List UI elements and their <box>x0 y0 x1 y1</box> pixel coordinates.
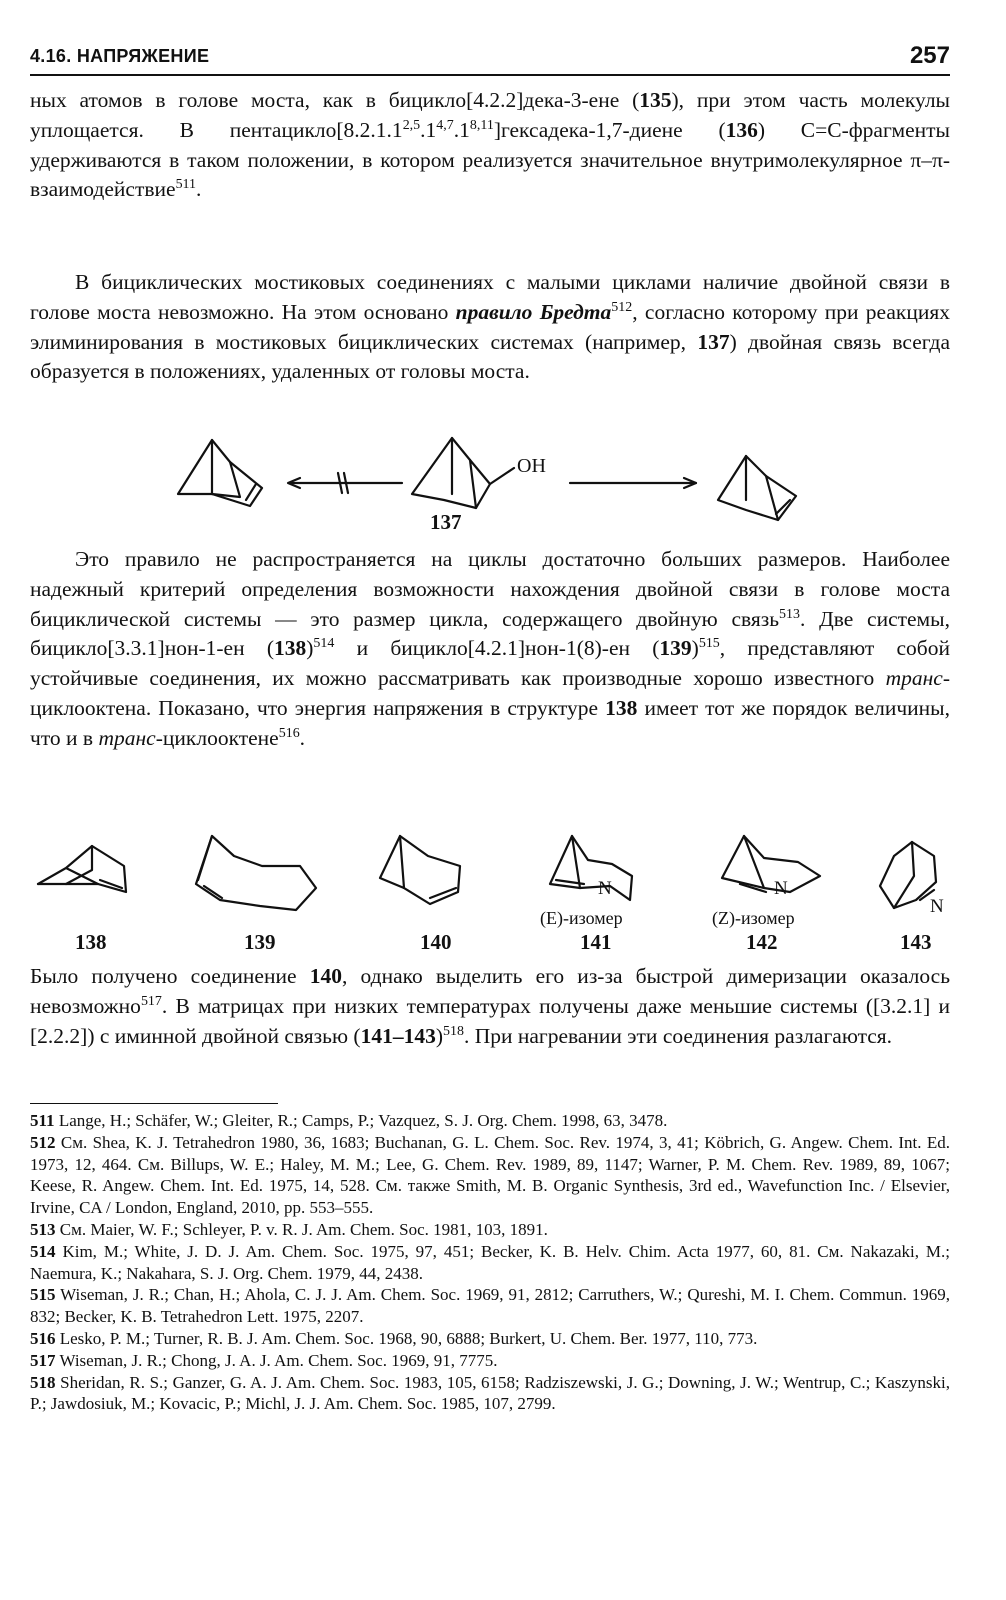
running-header <box>30 38 950 76</box>
paragraph-2: В бициклических мостиковых соединениях с малыми циклами наличие двойной связи в голове моста невозможно. На этом основано правило Бредта$^{512}$, согласно которому при реакциях элиминирования в мостиковых бициклических системах (например, 137) двойная связь всегда образуется в положениях, удаленных от головы моста. <box>30 270 951 384</box>
compound-label-142: 142 <box>746 930 778 954</box>
reference-marker: 516 <box>278 725 300 741</box>
reference-marker: 511 <box>175 177 196 193</box>
compound-ref: 140 <box>309 964 342 988</box>
page-number: 257 <box>909 42 950 69</box>
footnote: 515 Wiseman, J. R.; Chan, H.; Ahola, C. J. J. Am. Chem. Soc. 1969, 91, 2812; Carruthers, W.; Qureshi, M. I. Chem. Commun. 1969, 832; Becker, K. B. Tetrahedron Lett. 1975, 2207. <box>30 1285 951 1327</box>
structure-142 <box>722 836 820 892</box>
rule-name: правило Бредта <box>455 299 612 324</box>
section-title: 4.16. НАПРЯЖЕНИЕ <box>30 46 210 66</box>
paragraph-4: Было получено соединение 140, однако выделить его из-за быстрой димеризации оказалось невозможно$^{517}$. В матрицах при низких температурах получены даже меньшие системы ([3.2.1] и [2.2.2]) с иминной двойной связью $(141-143)^{518}$. При нагревании эти соединения разлагаются. <box>30 964 950 1048</box>
footnote: 512 См. Shea, K. J. Tetrahedron 1980, 36, 1683; Buchanan, G. L. Chem. Soc. Rev. 1974, 3, 41; Köbrich, G. Angew. Chem. Int. Ed. 1973, 12, 464. См. Billups, W. E.; Haley, M. M.; Lee, G. Chem. Rev. 1989, 89, 1147; Warner, P. M. Chem. Rev. 1989, 89, 1067; Keese, R. Angew. Chem. Int. Ed. 1975, 14, 528. См. также Smith, M. B. Organic Synthesis, 3rd ed., Wavefunction Inc. / Elsevier, Irvine, CA / London, England, 2010, pp. 553–555. <box>30 1132 950 1218</box>
reference-marker: 515 <box>698 636 720 652</box>
compound-ref: 139 <box>659 636 692 661</box>
compound-label-137: 137 <box>430 510 462 534</box>
reference-marker: 512 <box>611 299 633 315</box>
norbornene-product-structure <box>718 456 796 520</box>
norbornanol-structure <box>412 438 514 508</box>
compound-label-140: 140 <box>420 930 452 954</box>
compound-ref: 138 <box>273 636 307 661</box>
compound-label-143: 143 <box>900 930 932 954</box>
paragraph-1: ных атомов в голове моста, как в бицикло[4.2.2]дека-3-ене (135), при этом часть молекулы уплощается. В пентацикло[8.2.1.1$^{2,5}$.1$^{4,7}$.1$^{8,11}$]гексадека-1,7-диене (136) С=С-фрагменты удерживаются в таком положении, в котором реализуется значительное внутримолекулярное π–π-взаимодействие$^{511}$. <box>30 88 951 202</box>
compound-ref: 136 <box>725 117 758 142</box>
isomer-label-e: (E)-изомер <box>540 908 623 928</box>
norbornene-bridgehead-structure <box>178 440 262 506</box>
footnote: 516 Lesko, P. M.; Turner, R. B. J. Am. Chem. Soc. 1968, 90, 6888; Burkert, U. Chem. Ber. 1977, 110, 773. <box>30 1328 758 1348</box>
reference-marker: 514 <box>313 636 335 652</box>
nitrogen-label: N <box>774 878 788 899</box>
structure-143 <box>880 842 936 908</box>
footnote: 518 Sheridan, R. S.; Ganzer, G. A. J. Am. Chem. Soc. 1983, 105, 6158; Radziszewski, J. G.; Downing, J. W.; Wentrup, C.; Kaszynski, P.; Jawdosiuk, M.; Kovacic, P.; Michl, J. J. Am. Chem. Soc. 1985, 107, 2799. <box>30 1372 951 1414</box>
hydroxyl-label: OH <box>517 455 546 477</box>
compound-label-141: 141 <box>580 930 612 954</box>
nitrogen-label: N <box>598 878 612 899</box>
structure-141 <box>550 836 632 900</box>
reference-marker: 517 <box>140 993 162 1009</box>
compound-label-139: 139 <box>244 930 276 954</box>
footnote: 511 Lange, H.; Schäfer, W.; Gleiter, R.; Camps, P.; Vazquez, S. J. Org. Chem. 1998, 63, 3478. <box>30 1111 668 1130</box>
compound-ref: 138 <box>605 695 638 720</box>
structure-139 <box>196 836 316 910</box>
structure-138 <box>38 846 126 892</box>
reference-marker: 513 <box>779 606 800 622</box>
isomer-label-z: (Z)-изомер <box>712 908 795 928</box>
footnote: 517 Wiseman, J. R.; Chong, J. A. J. Am. Chem. Soc. 1969, 91, 7775. <box>30 1350 498 1370</box>
compound-ref: 135 <box>639 88 672 112</box>
paragraph-3: Это правило не распространяется на циклы достаточно больших размеров. Наиболее надежный критерий определения возможности нахождения двойной связи в голове моста бициклической системы — это размер цикла, содержащего двойную связь$^{513}$. Две системы, бицикло[3.3.1]нон-1-ен $(138)^{514}$ и бицикло[4.2.1]нон-1(8)-ен $(139)^{515}$, представляют собой устойчивые соединения, их можно рассматривать как производные хорошо известного транс-циклооктена. Показано, что энергия напряжения в структуре 138 имеет тот же порядок величины, что и в транс-циклооктене$^{516}$. <box>30 547 950 750</box>
footnote-divider <box>30 1103 278 1104</box>
footnote: 514 Kim, M.; White, J. D. J. Am. Chem. Soc. 1975, 97, 451; Becker, K. B. Helv. Chim. Acta 1977, 60, 81. См. Nakazaki, M.; Naemura, K.; Nakahara, S. J. Org. Chem. 1979, 44, 2438. <box>30 1241 951 1283</box>
structure-140 <box>380 836 460 904</box>
reaction-arrow <box>570 478 696 488</box>
compound-ref: 141–143 <box>360 1023 436 1048</box>
footnotes <box>30 1110 950 1415</box>
reference-marker: 518 <box>442 1023 464 1039</box>
footnote: 513 См. Maier, W. F.; Schleyer, P. v. R. J. Am. Chem. Soc. 1981, 103, 1891. <box>30 1219 548 1239</box>
compound-label-138: 138 <box>75 930 107 954</box>
nitrogen-label: N <box>930 896 944 917</box>
compound-ref: 137 <box>697 329 730 354</box>
blocked-arrow <box>288 473 402 493</box>
